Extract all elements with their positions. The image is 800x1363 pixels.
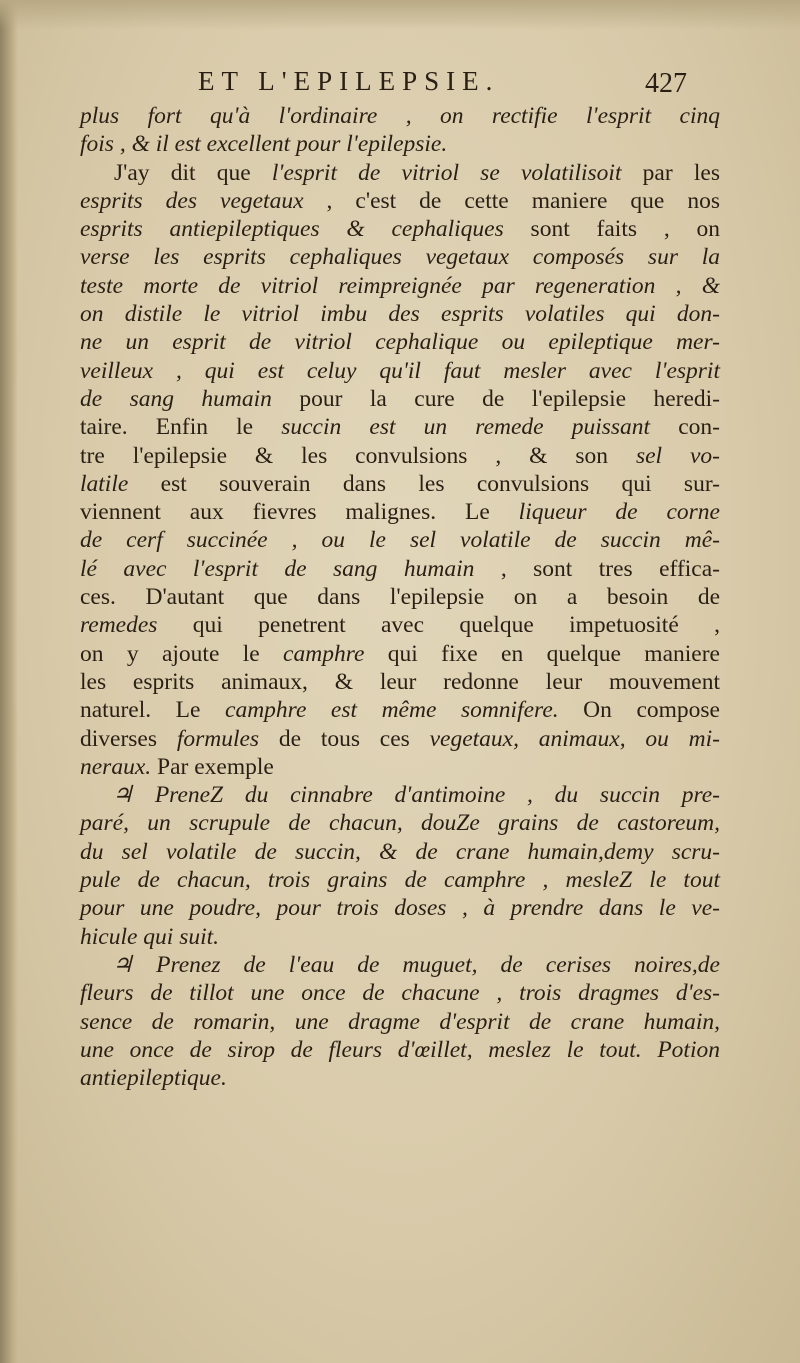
text-line <box>80 130 720 158</box>
italic-text: sel vo- <box>635 442 720 469</box>
text-line <box>80 611 720 639</box>
text-line <box>80 781 720 809</box>
italic-text: neraux. <box>80 753 152 780</box>
roman-text: de tous ces <box>259 725 430 752</box>
italic-text: on distile le vitriol imbu des esprits volatiles qui don- <box>80 301 720 328</box>
roman-text: , c'est de cette maniere que nos <box>303 187 720 214</box>
text-line <box>80 328 720 356</box>
body-text <box>80 102 720 1092</box>
text-line <box>80 159 720 187</box>
text-line <box>80 753 720 781</box>
italic-text: veilleux , qui est celuy qu'il faut mesler avec l'esprit <box>80 357 720 384</box>
italic-text: esprits antiepileptiques & cephaliques <box>80 216 504 243</box>
italic-text: du sel volatile de succin, & de crane humain,demy scru- <box>80 838 720 865</box>
italic-text: ♃ Prenez de l'eau de muguet, de cerises noires,de <box>112 951 720 978</box>
italic-text: remedes <box>80 612 158 639</box>
page-shadow-top <box>0 0 800 30</box>
roman-text: est souverain dans les convulsions qui sur- <box>128 470 720 497</box>
running-title: ET L'EPILEPSIE. <box>198 66 500 96</box>
italic-text: paré, un scrupule de chacun, douZe grains de castoreum, <box>80 810 720 837</box>
roman-text: con- <box>650 414 720 441</box>
text-line <box>80 526 720 554</box>
text-line <box>80 725 720 753</box>
text-line <box>80 866 720 894</box>
text-line <box>80 1036 720 1064</box>
text-line <box>80 215 720 243</box>
italic-text: sence de romarin, une dragme d'esprit de crane humain, <box>80 1008 720 1035</box>
italic-text: de sang humain <box>80 385 272 412</box>
roman-text: tre l'epilepsie & les convulsions , & son <box>80 442 636 469</box>
italic-text: pule de chacun, trois grains de camphre , mesleZ le tout <box>80 867 720 894</box>
text-line <box>80 272 720 300</box>
italic-text: verse les esprits cephaliques vegetaux composés sur la <box>80 244 720 271</box>
roman-text: On compose <box>558 697 720 724</box>
italic-text: fleurs de tillot une once de chacune , trois dragmes d'es- <box>80 980 720 1007</box>
roman-text: viennent aux fievres malignes. Le <box>80 499 519 526</box>
italic-text: ♃ PreneZ du cinnabre d'antimoine , du succin pre- <box>112 782 720 809</box>
roman-text: taire. Enfin le <box>80 414 282 441</box>
text-line <box>80 385 720 413</box>
roman-text: ces. D'autant que dans l'epilepsie on a besoin de <box>80 584 720 611</box>
roman-text: Par exemple <box>151 753 274 780</box>
roman-text: naturel. Le <box>80 697 226 724</box>
italic-text: camphre <box>283 640 365 667</box>
italic-text: succin est un remede puissant <box>281 414 651 441</box>
italic-text: hicule qui suit. <box>80 923 220 950</box>
italic-text: formules <box>176 725 260 752</box>
italic-text: vegetaux, animaux, ou mi- <box>429 725 720 752</box>
text-line <box>80 668 720 696</box>
roman-text: on y ajoute le <box>80 640 284 667</box>
text-line <box>80 470 720 498</box>
italic-text: antiepileptique. <box>80 1065 227 1092</box>
italic-text: pour une poudre, pour trois doses , à prendre dans le ve- <box>80 895 720 922</box>
roman-text: sont faits , on <box>503 216 720 243</box>
italic-text: esprits des vegetaux <box>80 187 304 214</box>
italic-text: de cerf succinée , ou le sel volatile de succin mê- <box>80 527 720 554</box>
italic-text: teste morte de vitriol reimpreignée par regeneration , & <box>80 272 720 299</box>
italic-text: liqueur de corne <box>518 499 720 526</box>
text-line <box>80 555 720 583</box>
italic-text: l'esprit de vitriol se volatilisoit <box>271 159 622 186</box>
roman-text: diverses <box>80 725 177 752</box>
text-line <box>80 243 720 271</box>
text-line <box>80 357 720 385</box>
italic-text: plus fort qu'à l'ordinaire , on rectifie l'esprit cinq <box>80 103 720 129</box>
italic-text: lé avec l'esprit de sang humain <box>80 555 475 582</box>
text-line <box>80 187 720 215</box>
roman-text: pour la cure de l'epilepsie heredi- <box>271 385 720 412</box>
page-shadow-left <box>0 0 18 1363</box>
page-number: 427 <box>645 68 687 99</box>
roman-text: , sont tres effica- <box>474 555 720 582</box>
italic-text: camphre est même somnifere. <box>225 697 559 724</box>
roman-text: J'ay dit que <box>114 159 272 186</box>
text-line <box>80 979 720 1007</box>
page-header <box>0 66 800 106</box>
roman-text: les esprits animaux, & leur redonne leur mouvement <box>80 668 720 695</box>
text-line <box>80 583 720 611</box>
text-line <box>80 640 720 668</box>
text-line <box>80 300 720 328</box>
text-line <box>80 498 720 526</box>
italic-text: fois , & il est excellent pour l'epilepsie. <box>80 131 448 158</box>
text-line <box>80 809 720 837</box>
text-line <box>80 1008 720 1036</box>
text-line <box>80 413 720 441</box>
text-line <box>80 442 720 470</box>
roman-text: qui fixe en quelque maniere <box>364 640 720 667</box>
italic-text: ne un esprit de vitriol cephalique ou epileptique mer- <box>80 329 720 356</box>
roman-text: qui penetrent avec quelque impetuosité , <box>157 612 720 639</box>
text-line <box>80 1064 720 1092</box>
italic-text: latile <box>80 470 129 497</box>
text-line <box>80 951 720 979</box>
text-line <box>80 838 720 866</box>
text-line <box>80 923 720 951</box>
roman-text: par les <box>621 159 720 186</box>
text-line <box>80 696 720 724</box>
italic-text: une once de sirop de fleurs d'œillet, meslez le tout. Potion <box>80 1036 720 1063</box>
text-line <box>80 102 720 130</box>
text-line <box>80 894 720 922</box>
